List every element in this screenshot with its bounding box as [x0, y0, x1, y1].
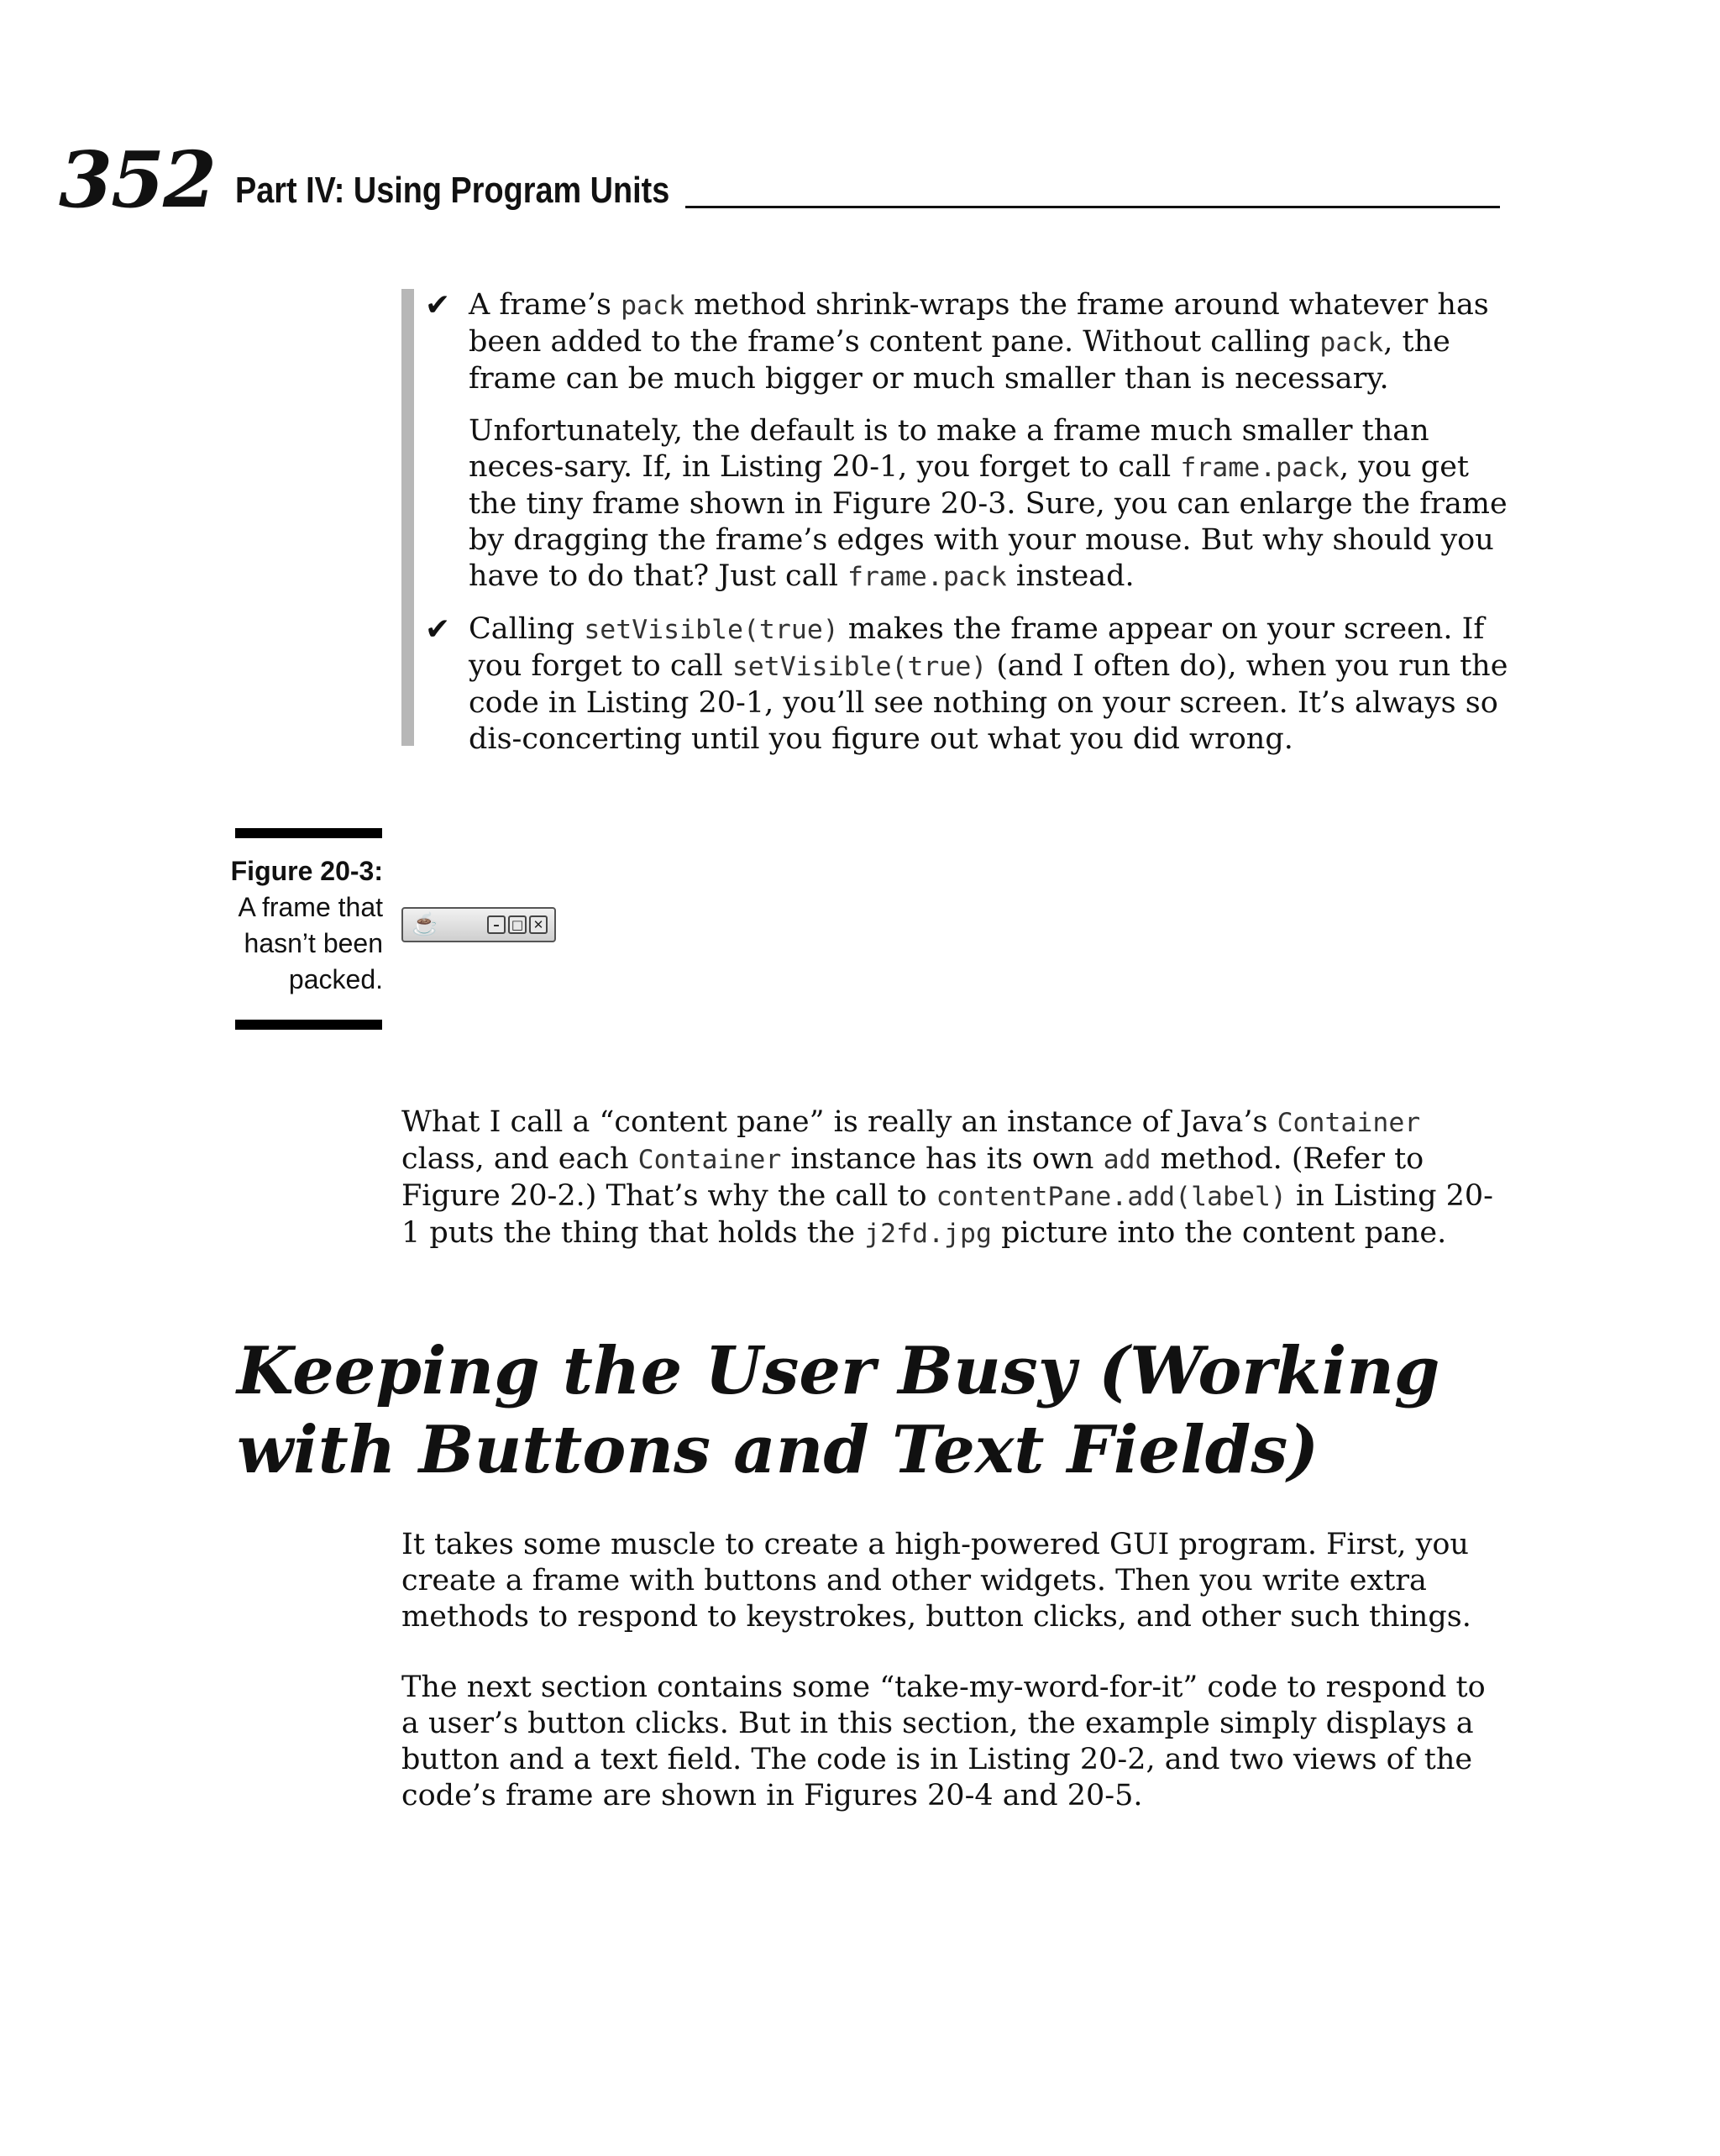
maximize-button[interactable]: □	[508, 915, 527, 934]
minimize-button[interactable]: –	[487, 915, 506, 934]
heading-line-2: with Buttons and Text Fields)	[237, 1412, 1319, 1488]
bullet-paragraph: Calling setVisible(true) makes the frame appear on your screen. If you forget to call setVisible(true) (and I often do), when you run the code in Listing 20-1, you’ll see nothing on your screen. It’s always so dis-concerting until you figure out what you did wrong.	[469, 612, 1508, 756]
caption-top-bar	[235, 828, 382, 838]
code-j2fd-jpg: j2fd.jpg	[864, 1219, 992, 1249]
bullet-text	[469, 611, 1510, 758]
list-sidebar-bar	[401, 289, 414, 746]
bullet-item-setvisible	[425, 611, 1517, 763]
check-bullet-icon: ✔	[425, 288, 451, 323]
figure-caption	[210, 853, 383, 998]
code-add: add	[1103, 1145, 1151, 1175]
close-button[interactable]: ✕	[529, 915, 548, 934]
page-number: 352	[59, 134, 216, 225]
bullet-paragraph: A frame’s pack method shrink-wraps the frame around whatever has been added to the frame’s content pane. Without calling pack, the frame can be much bigger or much smaller than is necessary.	[469, 288, 1489, 396]
figure-caption-text: A frame that hasn’t been packed.	[238, 892, 383, 994]
code-frame-pack: frame.pack	[847, 562, 1007, 592]
tiny-frame-window	[401, 907, 556, 942]
bullet-paragraph: Unfortunately, the default is to make a frame much smaller than neces-sary. If, in Listing 20-1, you forget to call frame.pack, you get the tiny frame shown in Figure 20-3. Sure, you can enlarge the frame by dragging the frame’s edges with your mouse. But why should you have to do that? Just call frame.pack instead.	[469, 414, 1508, 593]
caption-bottom-bar	[235, 1020, 382, 1030]
bullet-item-pack	[425, 287, 1517, 606]
code-setvisible: setVisible(true)	[584, 615, 839, 645]
code-pack: pack	[621, 291, 684, 321]
running-head: Part IV: Using Program Units	[235, 170, 670, 211]
content-pane-paragraph: What I call a “content pane” is really an instance of Java’s Container class, and each Container instance has its own add method. (Refer to Figure 20-2.) That’s why the call to contentPane.add(label) in Listing 20-1 puts the thing that holds the j2fd.jpg picture into the content pane.	[401, 1105, 1493, 1250]
heading-line-1: Keeping the User Busy (Working	[237, 1333, 1440, 1409]
section-heading	[237, 1332, 1439, 1490]
code-setvisible: setVisible(true)	[732, 652, 988, 682]
code-pack: pack	[1319, 328, 1384, 358]
code-frame-pack: frame.pack	[1180, 453, 1340, 483]
bullet-text	[469, 287, 1510, 595]
check-bullet-icon: ✔	[425, 612, 451, 647]
java-cup-icon: ☕	[412, 912, 439, 936]
header-rule	[685, 206, 1500, 208]
code-container: Container	[1277, 1108, 1421, 1138]
section-paragraph-1: It takes some muscle to create a high-powered GUI program. First, you create a frame with buttons and other widgets. Then you write extra methods to respond to keystrokes, button clicks, and other such things.	[401, 1528, 1471, 1634]
code-container: Container	[637, 1145, 782, 1175]
code-contentpane-add: contentPane.add(label)	[936, 1182, 1287, 1212]
section-paragraph-2: The next section contains some “take-my-word-for-it” code to respond to a user’s button clicks. But in this section, the example simply displays a button and a text field. The code is in Listing 20-2, and two views of the code’s frame are shown in Figures 20-4 and 20-5.	[401, 1671, 1486, 1812]
figure-label: Figure 20-3:	[230, 856, 383, 886]
